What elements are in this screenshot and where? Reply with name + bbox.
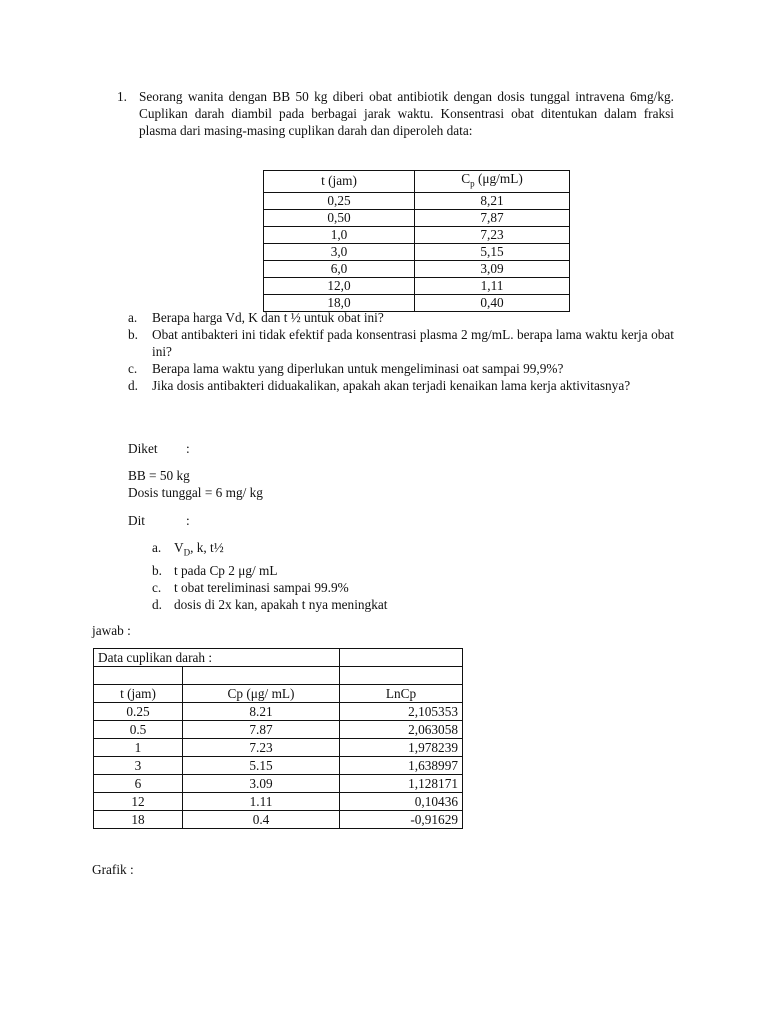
header-time: t (jam) (94, 685, 183, 703)
table-title-row (94, 649, 463, 667)
dit-item: c. t obat tereliminasi sampai 99.9% (152, 579, 349, 595)
table-row: 12 1.11 0,10436 (94, 793, 463, 811)
question-item: a. Berapa harga Vd, K dan t ½ untuk obat ini? (128, 310, 384, 325)
table-row: 0,25 8,21 (264, 192, 570, 209)
table-row: 1 7.23 1,978239 (94, 739, 463, 757)
table-row: 0,50 7,87 (264, 209, 570, 226)
diket-colon: : (186, 441, 190, 456)
table-row: 0.25 8.21 2,105353 (94, 703, 463, 721)
problem-text: Seorang wanita dengan BB 50 kg diberi obat antibiotik dengan dosis tunggal intravena 6mg/kg. Cuplikan darah diambil pada berbagai jarak waktu. Konsentrasi obat ditentukan dalam fraksi plasma dari masing-masing cuplikan darah dan diperoleh data: (139, 89, 674, 138)
dit-colon: : (186, 513, 190, 528)
question-item: b. Obat antibakteri ini tidak efektif pada konsentrasi plasma 2 mg/mL. berapa lama waktu kerja obat ini? (128, 327, 674, 359)
dit-item: d. dosis di 2x kan, apakah t nya meningkat (152, 596, 388, 612)
data-table (93, 648, 463, 829)
table-header-row (264, 171, 570, 193)
diket-line-weight: BB = 50 kg (128, 468, 190, 483)
table-row: 0.5 7.87 2,063058 (94, 721, 463, 739)
question-item: d. Jika dosis antibakteri diduakalikan, apakah akan terjadi kenaikan lama kerja aktivitasnya? (128, 378, 631, 393)
dit-list (152, 539, 572, 613)
table-row: 18 0.4 -0,91629 (94, 811, 463, 829)
table-row: 6,0 3,09 (264, 260, 570, 277)
table-row: 6 3.09 1,128171 (94, 775, 463, 793)
table-title: Data cuplikan darah : (94, 649, 340, 667)
question-item: c. Berapa lama waktu yang diperlukan untuk mengeliminasi oat sampai 99,9%? (128, 361, 564, 376)
grafik-label: Grafik : (92, 862, 134, 877)
problem-number: 1. (117, 89, 127, 104)
dit-item: a. $V_D$, k, t½ (152, 540, 224, 558)
dit-heading: Dit (128, 513, 145, 528)
question-list (128, 309, 674, 394)
problem-statement (117, 88, 674, 139)
header-cp: Cp (μg/ mL) (183, 685, 340, 703)
header-lncp: LnCp (340, 685, 463, 703)
jawab-label: jawab : (92, 623, 131, 638)
table-row: 1,0 7,23 (264, 226, 570, 243)
diket-lines (128, 467, 263, 501)
table-row: 18,0 0,40 (264, 294, 570, 311)
table-empty-row (94, 667, 463, 685)
header-time: t (jam) (264, 171, 415, 193)
table-header-row (94, 685, 463, 703)
dit-item: b. t pada Cp 2 μg/ mL (152, 562, 278, 578)
table-row: 3 5.15 1,638997 (94, 757, 463, 775)
diket-heading: Diket (128, 441, 158, 456)
concentration-table (263, 170, 570, 312)
table-row: 12,0 1,11 (264, 277, 570, 294)
table-row: 3,0 5,15 (264, 243, 570, 260)
diket-line-dose: Dosis tunggal = 6 mg/ kg (128, 485, 263, 500)
header-cp: $C_p$ (μg/mL) (415, 171, 570, 193)
